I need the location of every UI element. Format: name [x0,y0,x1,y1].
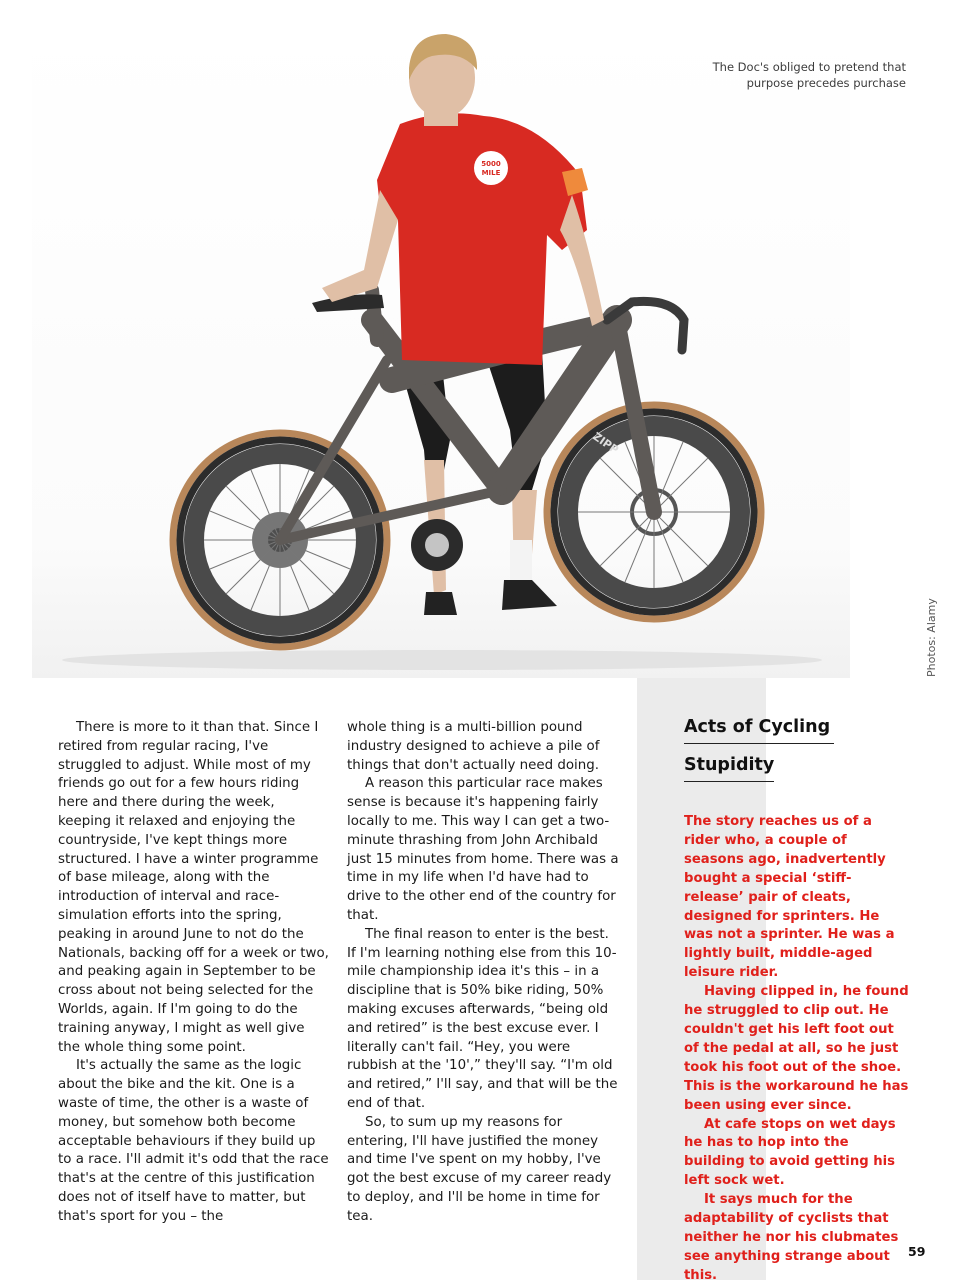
paragraph: It's actually the same as the logic about the bike and the kit. One is a waste of time, the other is a waste of money, but somehow both become acceptable behaviours if they build up to a race. I'll admit it's odd that the race that's at the centre of this justification does not of itself have to matter, but that's sport for you – the [58,1058,329,1224]
hero-photo [32,20,850,678]
photo-credit: Photos: Alamy [925,598,938,677]
article-column-2 [347,719,619,1227]
jersey-badge-top: 5000 [481,160,501,168]
sidebar-title-text: Stupidity [684,753,774,782]
photo-caption: The Doc's obliged to pretend that purpose precedes purchase [712,60,906,90]
article-column-1 [58,719,330,1227]
sidebar-title-text: Acts of Cycling [684,715,834,744]
sidebar-paragraph: The story reaches us of a rider who, a couple of seasons ago, inadvertently bought a special ‘stiff-release’ pair of cleats, designed for sprinters. He was not a sprinter. He was a lightly built, middle-aged leisure rider. [684,814,895,981]
rider-with-bike-illustration [32,20,850,678]
paragraph: A reason this particular race makes sense is because it's happening fairly locally to me. This way I can get a two-minute thrashing from John Archibald just 15 minutes from home. There was a time in my life when I'd have had to drive to the other end of the country for that. [347,776,619,923]
jersey-badge-bottom: MILE [481,169,501,177]
rider-head [409,34,477,126]
paragraph: The final reason to enter is the best. If I'm learning nothing else from this 10-mile championship idea it's this – in a discipline that is 50% bike riding, 50% making excuses afterwards, “being old and retired” is the best excuse ever. I literally can't fail. “Hey, you were rubbish at the '10',” they'll say. “I'm old and retired,” I'll say, and that will be the end of that. [347,926,618,1111]
paragraph: There is more to it than that. Since I retired from regular racing, I've struggled to adjust. While most of my friends go out for a few hours riding here and there during the week, keeping it relaxed and enjoying the countryside, I've kept things more structured. I have a winter programme of base mileage, along with the introduction of interval and race-simulation efforts into the spring, peaking in around June to not do the Nationals, backing off for a week or two, and peaking again in September to be cross about not being selected for the Worlds, again. If I'm going to do the training anyway, I might as well give the whole thing some point. [58,720,329,1055]
page-number: 59 [908,1244,926,1259]
jersey-badge [474,151,508,185]
wheel-brand-label: ZIPP [590,429,621,457]
sidebar-title-line-2 [684,753,774,782]
sidebar-body [684,813,909,1286]
sidebar-paragraph: It says much for the adaptability of cyclists that neither he nor his clubmates see anything strange about this. [684,1192,899,1283]
sidebar-paragraph: At cafe stops on wet days he has to hop into the building to avoid getting his left sock wet. [684,1116,896,1189]
paragraph: whole thing is a multi-billion pound industry designed to achieve a pile of things that don't actually need doing. [347,720,600,773]
sidebar-title-line-1 [684,715,834,744]
sidebar-paragraph: Having clipped in, he found he struggled to clip out. He couldn't get his left foot out of the pedal at all, so he just took his foot out of the shoe. This is the workaround he has been using ever since. [684,984,909,1113]
paragraph: So, to sum up my reasons for entering, I'll have justified the money and time I've spent on my hobby, I've got the best excuse of my career ready to deploy, and I'll be home in time for tea. [347,1114,612,1224]
